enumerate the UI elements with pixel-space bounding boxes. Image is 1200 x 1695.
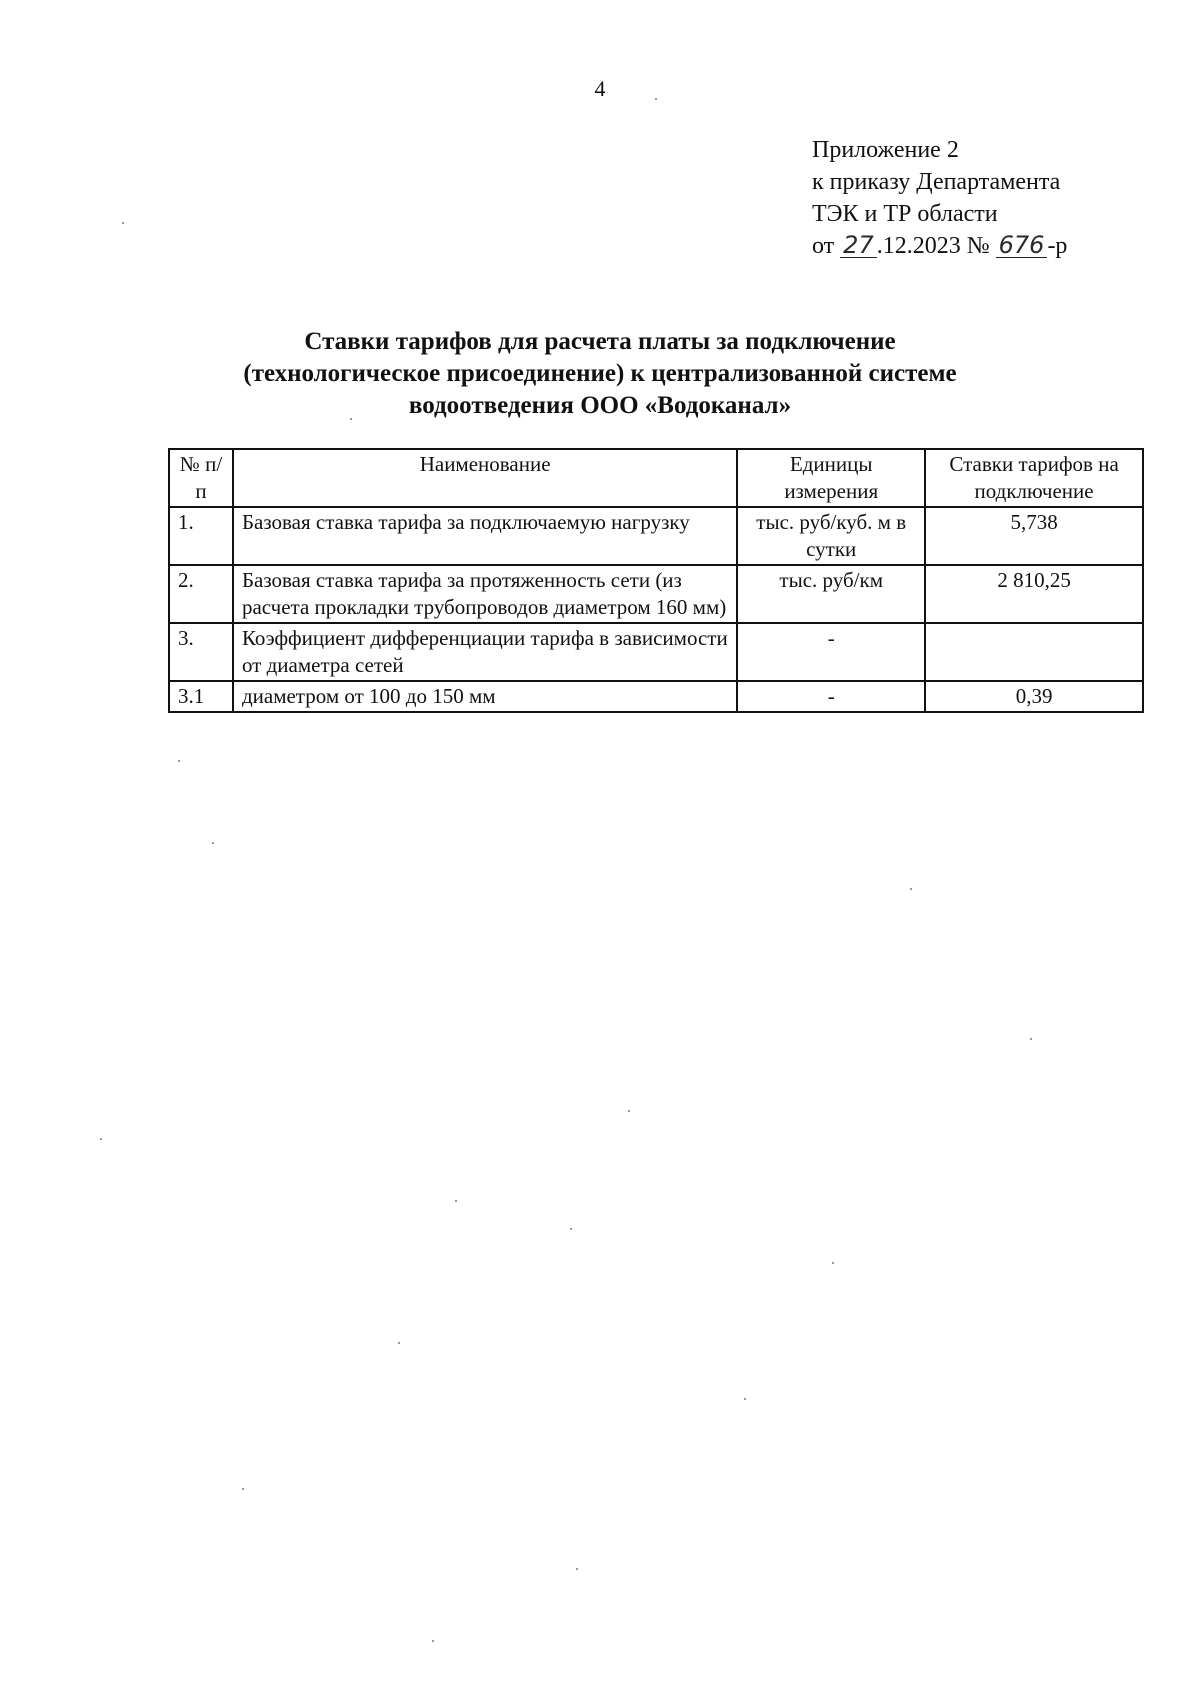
scan-speck (178, 760, 180, 762)
header-num: № п/п (169, 449, 233, 507)
row-unit: - (737, 623, 925, 681)
table-header-row (169, 449, 1143, 507)
scan-speck (100, 1138, 102, 1140)
document-title (0, 326, 1200, 422)
table-row (169, 681, 1143, 712)
table-row (169, 623, 1143, 681)
row-unit: тыс. руб/км (737, 565, 925, 623)
row-name: Коэффициент дифференциации тарифа в зависимости от диаметра сетей (233, 623, 737, 681)
scan-speck (1030, 1038, 1032, 1040)
row-unit: - (737, 681, 925, 712)
scan-speck (628, 1110, 630, 1112)
scan-speck (432, 1640, 434, 1642)
annex-title: Приложение 2 (812, 137, 959, 163)
header-rate: Ставки тарифов на подключение (925, 449, 1143, 507)
row-rate: 2 810,25 (925, 565, 1143, 623)
row-num: 3.1 (169, 681, 233, 712)
scan-speck (242, 1488, 244, 1490)
tariff-table (168, 448, 1144, 713)
scan-speck (744, 1398, 746, 1400)
row-name: Базовая ставка тарифа за подключаемую нагрузку (233, 507, 737, 565)
document-title-line-2: (технологическое присоединение) к централизованной системе (243, 360, 957, 387)
row-name: диаметром от 100 до 150 мм (233, 681, 737, 712)
annex-order-number-handwritten: 676 (996, 233, 1048, 258)
table-row (169, 565, 1143, 623)
scan-speck (212, 842, 214, 844)
row-name: Базовая ставка тарифа за протяженность сети (из расчета прокладки трубопроводов диаметром 160 мм) (233, 565, 737, 623)
scan-speck (576, 1568, 578, 1570)
scan-speck (122, 222, 124, 224)
document-title-line-1: Ставки тарифов для расчета платы за подключение (304, 328, 896, 355)
annex-order-suffix: -р (1047, 233, 1068, 259)
header-name: Наименование (233, 449, 737, 507)
page-number: 4 (594, 76, 606, 101)
scan-speck (570, 1228, 572, 1230)
scan-speck (350, 418, 352, 420)
annex-department: ТЭК и ТР области (812, 201, 998, 227)
row-rate: 0,39 (925, 681, 1143, 712)
scan-speck (910, 888, 912, 890)
annex-date-prefix: от (812, 233, 835, 259)
header-unit: Единицы измерения (737, 449, 925, 507)
scan-speck (398, 1342, 400, 1344)
row-num: 3. (169, 623, 233, 681)
annex-date-rest: .12.2023 № (876, 233, 990, 259)
row-rate (925, 623, 1143, 681)
annex-date-day-handwritten: 27 (840, 233, 877, 258)
table-row (169, 507, 1143, 565)
annex-order-reference: к приказу Департамента (812, 169, 1061, 195)
scan-speck (832, 1262, 834, 1264)
scan-speck (655, 98, 657, 100)
row-unit: тыс. руб/куб. м в сутки (737, 507, 925, 565)
row-num: 2. (169, 565, 233, 623)
row-num: 1. (169, 507, 233, 565)
annex-block (812, 134, 1172, 262)
annex-date-line (812, 230, 1172, 262)
row-rate: 5,738 (925, 507, 1143, 565)
scan-speck (455, 1200, 457, 1202)
document-title-line-3: водоотведения ООО «Водоканал» (408, 392, 792, 419)
